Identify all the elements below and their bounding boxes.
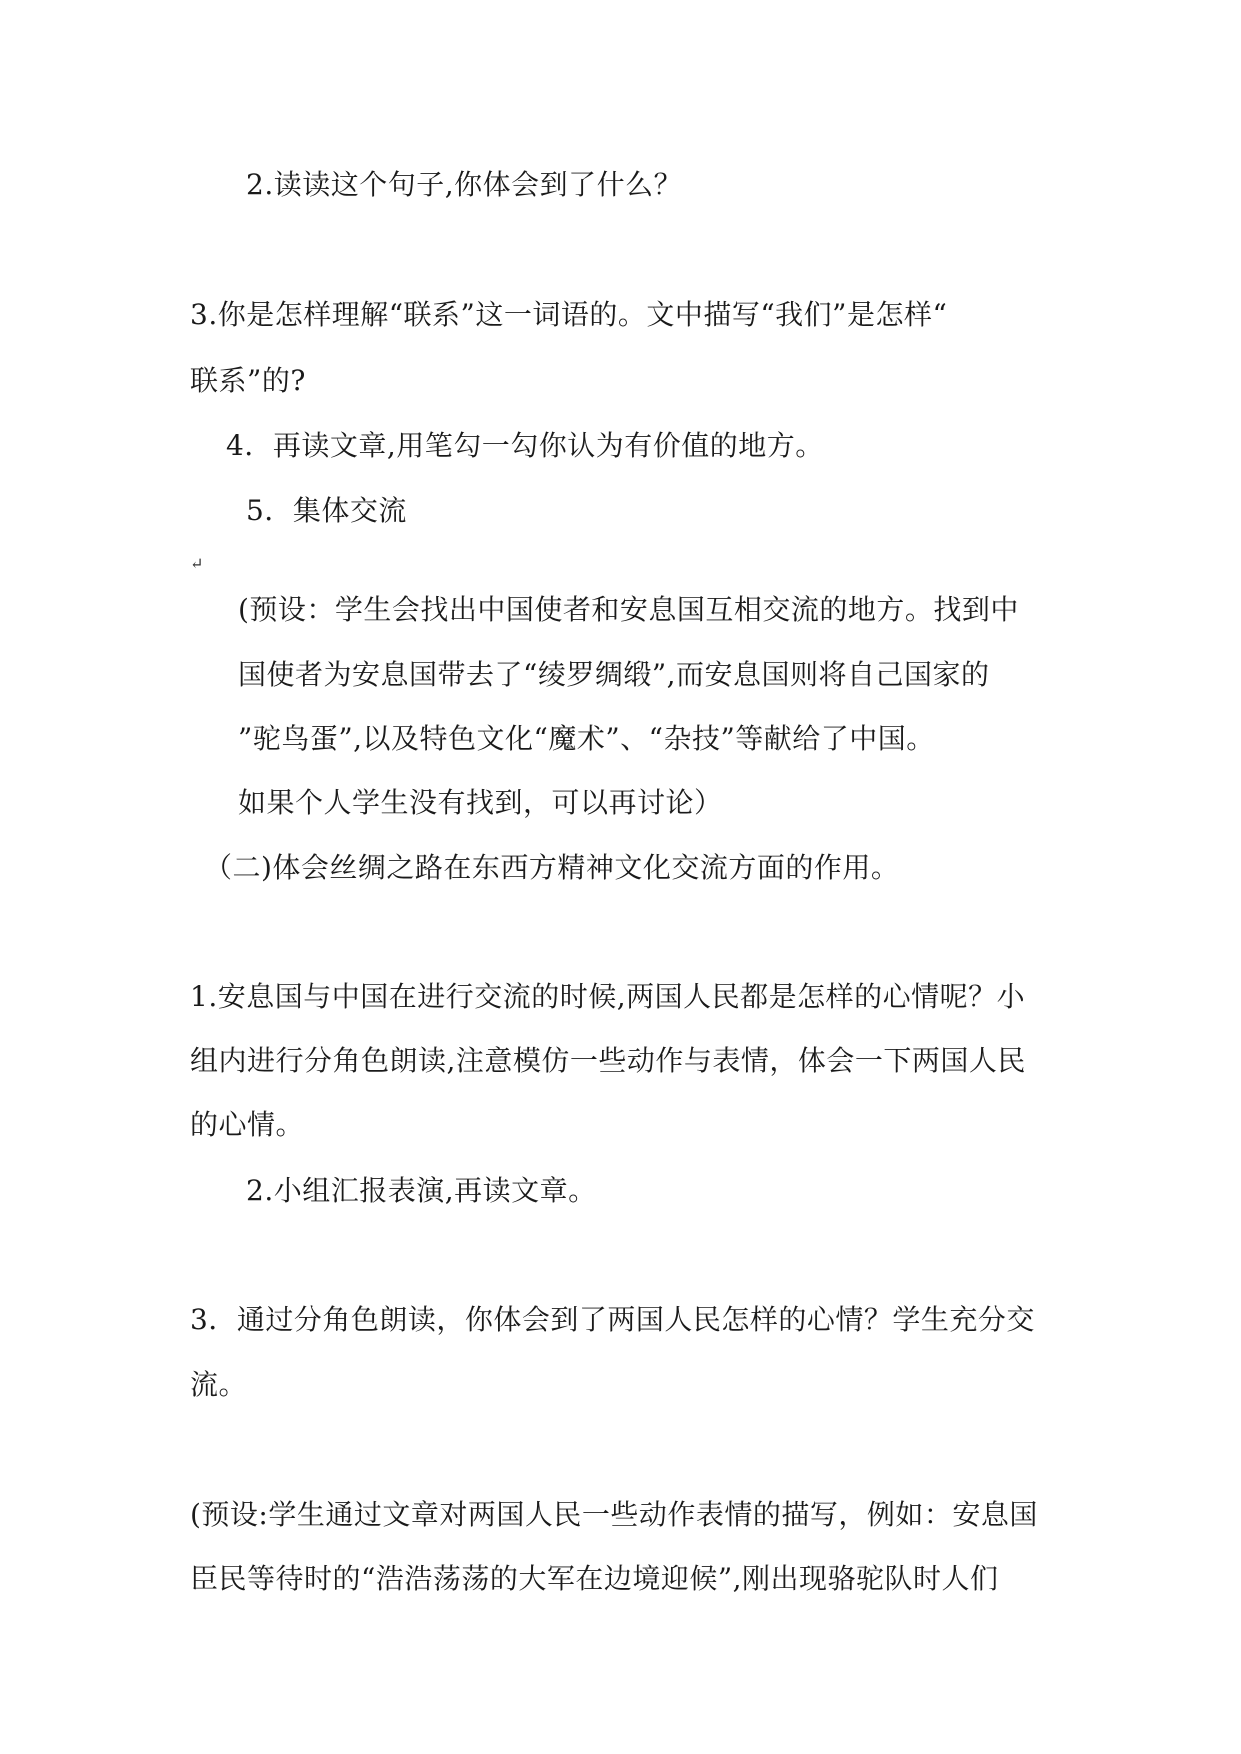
- preset-2-line-1: (预设:学生通过文章对两国人民一些动作表情的描写，例如：安息国: [190, 1498, 1038, 1531]
- preset-1-line-3: ”驼鸟蛋”,以及特色文化“魔术”、“杂技”等献给了中国。: [238, 722, 935, 755]
- preset-2-line-2: 臣民等待时的“浩浩荡荡的大军在边境迎候”,刚出现骆驼队时人们: [190, 1562, 999, 1595]
- section-2-heading: （二)体会丝绸之路在东西方精神文化交流方面的作用。: [204, 851, 900, 884]
- question-3-line-1: 3.你是怎样理解“联系”这一词语的。文中描写“我们”是怎样“: [190, 298, 948, 331]
- section-2-question-3-line-1: 3．通过分角色朗读，你体会到了两国人民怎样的心情？学生充分交: [190, 1303, 1035, 1336]
- section-2-question-1-line-1: 1.安息国与中国在进行交流的时候,两国人民都是怎样的心情呢？小: [190, 980, 1026, 1013]
- section-2-question-3-line-2: 流。: [190, 1368, 248, 1401]
- section-2-question-1-line-3: 的心情。: [190, 1108, 305, 1141]
- preset-1-line-2: 国使者为安息国带去了“绫罗绸缎”,而安息国则将自己国家的: [238, 658, 990, 691]
- section-2-question-2: 2.小组汇报表演,再读文章。: [246, 1174, 597, 1207]
- question-3-line-2: 联系”的?: [190, 364, 306, 397]
- question-2: 2.读读这个句子,你体会到了什么？: [246, 168, 683, 201]
- preset-1-line-1: (预设：学生会找出中国使者和安息国互相交流的地方。找到中: [238, 593, 1019, 626]
- preset-1-line-4: 如果个人学生没有找到，可以再讨论）: [238, 786, 723, 819]
- question-4: 4．再读文章,用笔勾一勾你认为有价值的地方。: [226, 429, 824, 462]
- section-2-question-1-line-2: 组内进行分角色朗读,注意模仿一些动作与表情，体会一下两国人民: [190, 1044, 1026, 1077]
- question-5: 5．集体交流: [246, 494, 407, 527]
- paragraph-return-mark: ↵: [190, 554, 204, 573]
